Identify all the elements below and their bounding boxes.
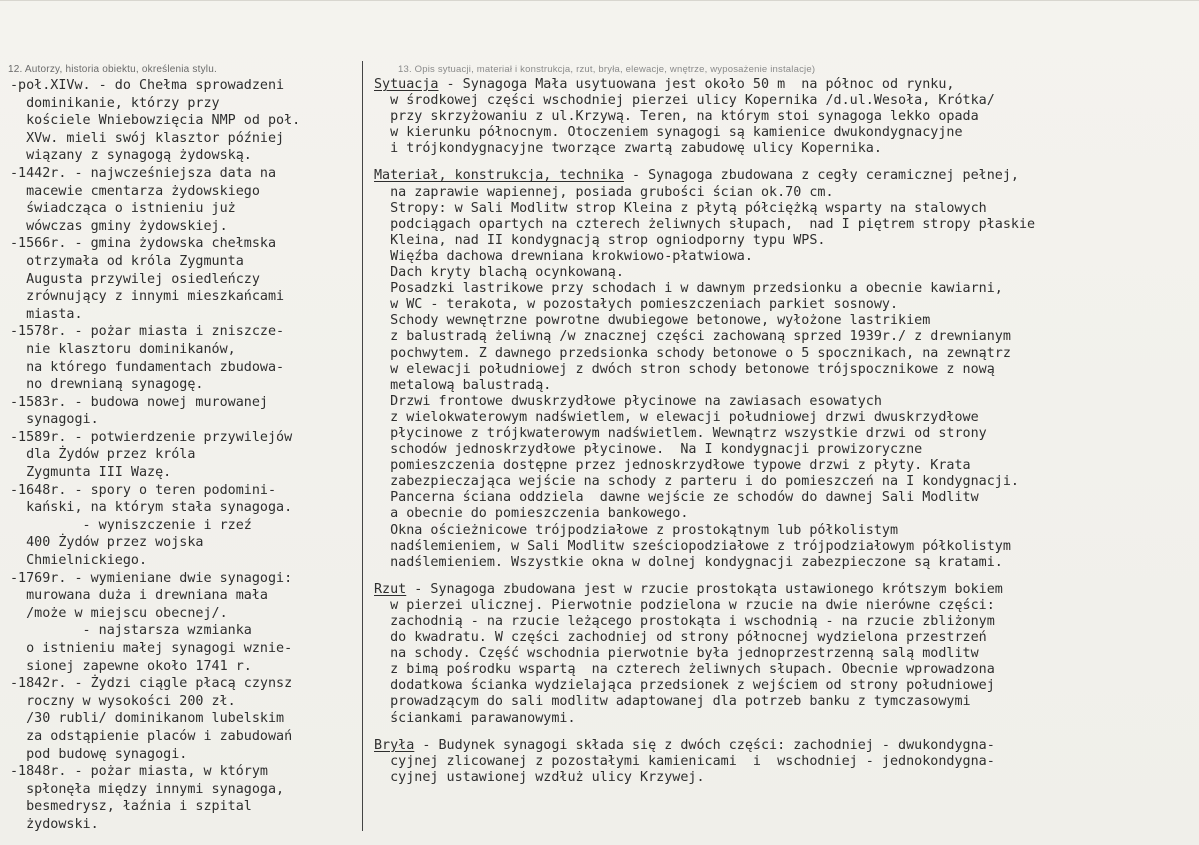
section-title: Materiał, konstrukcja, technika xyxy=(374,168,624,184)
section-line xyxy=(374,582,1035,598)
section-line: cyjnej ustawionej wzdłuż ulicy Krzywej. xyxy=(374,769,705,785)
section-bryła xyxy=(374,738,1035,786)
section-line: w WC - terakota, w pozostałych pomieszczeniach parkiet sosnowy. xyxy=(374,297,899,313)
history-line: Zygmunta III Wazę. xyxy=(10,465,172,481)
section-first-line: - Synagoga zbudowana jest w rzucie prostokąta ustawionego krótszym bokiem xyxy=(406,581,1003,597)
section-line: prowadzącym do sali modlitw adaptowanej dla potrzeb banku z tymczasowymi xyxy=(374,694,971,710)
section-line: na zaprawie wapiennej, posiada grubości ścian ok.70 cm. xyxy=(374,184,834,200)
history-line: miasta. xyxy=(10,306,83,322)
section-line xyxy=(374,168,1035,184)
section-line: pomieszczenia dostępne przez jednoskrzydłowe typowe drzwi z płyty. Krata xyxy=(374,458,971,474)
section-line: i trójkondygnacyjne tworzące zwartą zabudowę ulicy Kopernika. xyxy=(374,141,882,157)
history-line: XVw. mieli swój klasztor później xyxy=(10,130,285,146)
section-gap xyxy=(374,157,1035,168)
right-column-header: 13. Opis sytuacji, materiał i konstrukcja, rzut, bryła, elewacje, wnętrze, wyposażenie instalacje) xyxy=(398,64,816,75)
section-sytuacja xyxy=(374,77,1035,157)
section-line: w środkowej części wschodniej pierzei ulicy Kopernika /d.ul.Wesoła, Krótka/ xyxy=(374,93,995,109)
history-line: - wyniszczenie i rzeź xyxy=(10,517,252,533)
section-line: nadślemieniem. Wszystkie okna w dolnej kondygnacji zabezpieczone są kratami. xyxy=(374,554,1003,570)
history-line: no drewnianą synagogę. xyxy=(10,377,204,393)
section-line: do kwadratu. W części zachodniej od strony północnej wydzielona przestrzeń xyxy=(374,630,987,646)
history-line: roczny w wysokości 200 zł. xyxy=(10,693,236,709)
section-line: Schody wewnętrzne powrotne dwubiegowe betonowe, wyłożone lastrikiem xyxy=(374,313,931,329)
section-first-line: - Budynek synagogi składa się z dwóch części: zachodniej - dwukondygna- xyxy=(414,737,995,753)
history-line: dla Żydów przez króla xyxy=(10,447,196,463)
history-line: -1583r. - budowa nowej murowanej xyxy=(10,394,268,410)
section-line: metalową balustradą. xyxy=(374,377,552,393)
history-line: 400 Żydów przez wojska xyxy=(10,535,204,551)
section-first-line: - Synagoga zbudowana z cegły ceramicznej pełnej, xyxy=(623,168,1019,184)
column-divider xyxy=(362,61,363,831)
history-line: nie klasztoru dominikanów, xyxy=(10,341,236,357)
history-line: -1578r. - pożar miasta i zniszcze- xyxy=(10,324,285,340)
history-line: na którego fundamentach zbudowa- xyxy=(10,359,285,375)
section-title: Bryła xyxy=(374,737,415,753)
history-line: o istnieniu małej synagogi wznie- xyxy=(10,641,293,656)
history-line: -1566r. - gmina żydowska chełmska xyxy=(10,236,277,252)
section-line: cyjnej zlicowanej z pozostałymi kamienicami i wschodniej - jednokondygna- xyxy=(374,753,995,769)
section-line: płycinowe z trójkwaterowym nadświetlem. Wewnątrz wszystkie drzwi od strony xyxy=(374,425,987,441)
section-line: dodatkowa ścianka wydzielająca przedsionek z wejściem od strony południowej xyxy=(374,678,995,694)
section-gap xyxy=(374,571,1035,582)
section-line xyxy=(374,738,1035,754)
history-line: -poł.XIVw. - do Chełma sprowadzeni xyxy=(10,78,285,93)
history-line: -1848r. - pożar miasta, w którym xyxy=(10,764,268,780)
section-line: w elewacji południowej z dwóch stron schody betonowe trójspocznikowe z nową xyxy=(374,361,995,377)
history-line: murowana duża i drewniana mała xyxy=(10,588,268,604)
history-line: otrzymała od króla Zygmunta xyxy=(10,253,244,269)
section-line: zabezpieczająca wejście na schody z parteru i do pomieszczeń na I kondygnacji. xyxy=(374,474,1019,490)
section-title: Rzut xyxy=(374,581,407,597)
history-line: /może w miejscu obecnej/. xyxy=(10,605,228,621)
history-line: kościele Wniebowzięcia NMP od poł. xyxy=(10,113,301,129)
section-line: w kierunku północnym. Otoczeniem synagogi są kamienice dwukondygnacyjne xyxy=(374,125,963,141)
history-line: besmedrysz, łaźnia i szpital xyxy=(10,799,252,815)
history-line: żydowski. xyxy=(10,816,99,832)
section-line: Drzwi frontowe dwuskrzydłowe płycinowe na zawiasach esowatych xyxy=(374,393,882,409)
history-line: -1769r. - wymieniane dwie synagogi: xyxy=(10,570,293,586)
history-line: Augusta przywilej osiedleńczy xyxy=(10,271,260,287)
section-line: z bimą pośrodku wspartą na czterech żeliwnych słupach. Obecnie wprowadzona xyxy=(374,662,995,678)
history-line: - najstarsza wzmianka xyxy=(10,623,252,639)
section-line: na schody. Część wschodnia pierwotnie była jednoprzestrzenną salą modlitw xyxy=(374,646,979,662)
section-line: Okna ościeżnicowe trójpodziałowe z prostokątnym lub półkolistym xyxy=(374,522,899,538)
section-line: pochwytem. Z dawnego przedsionka schody betonowe o 5 spocznikach, na zewnątrz xyxy=(374,345,1011,361)
history-text xyxy=(10,77,300,834)
section-line: z balustradą żeliwną /w znacznej części zachowaną sprzed 1939r./ z drewnianym xyxy=(374,329,1011,345)
section-line: Pancerna ściana oddziela dawne wejście ze schodów do dawnej Sali Modlitw xyxy=(374,490,979,506)
history-line: spłonęła między innymi synagoga, xyxy=(10,781,285,797)
section-line: Kleina, nad II kondygnacją strop ogniodporny typu WPS. xyxy=(374,232,826,248)
section-first-line: - Synagoga Mała usytuowana jest około 50 m na północ od rynku, xyxy=(438,77,955,92)
history-line: świadcząca o istnieniu już xyxy=(10,201,236,217)
history-line: -1442r. - najwcześniejsza data na xyxy=(10,165,277,181)
section-line xyxy=(374,77,1035,93)
history-line: -1648r. - spory o teren podomini- xyxy=(10,482,277,498)
history-line: /30 rubli/ dominikanom lubelskim xyxy=(10,711,285,727)
section-line: a obecnie do pomieszczenia bankowego. xyxy=(374,506,689,522)
history-line: -1842r. - Żydzi ciągle płacą czynsz xyxy=(10,676,293,692)
history-line: Chmielnickiego. xyxy=(10,553,148,569)
history-line: wiązany z synagogą żydowską. xyxy=(10,148,252,164)
section-line: przy skrzyżowaniu z ul.Krzywą. Teren, na którym stoi synagoga lekko opada xyxy=(374,109,979,125)
section-line: nadślemieniem, w Sali Modlitw sześciopodziałowe z trójpodziałowym półkolistym xyxy=(374,538,1011,554)
history-line: kański, na którym stała synagoga. xyxy=(10,500,293,516)
section-title: Sytuacja xyxy=(374,77,439,92)
section-line: Posadzki lastrikowe przy schodach i w dawnym przedsionku a obecnie kawiarni, xyxy=(374,281,1003,297)
section-gap xyxy=(374,727,1035,738)
section-line: zachodnią - na rzucie leżącego prostokąta i wschodnią - na rzucie zbliżonym xyxy=(374,614,995,629)
history-line: za odstąpienie placów i zabudowań xyxy=(10,728,293,744)
history-line: zrównujący z innymi mieszkańcami xyxy=(10,289,285,305)
history-line: dominikanie, którzy przy xyxy=(10,95,220,111)
section-materiał xyxy=(374,168,1035,570)
section-rzut xyxy=(374,582,1035,727)
section-line: podciągach opartych na czterech żeliwnych słupach, nad I piętrem stropy płaskie xyxy=(374,216,1036,232)
section-line: Stropy: w Sali Modlitw strop Kleina z płytą półciężką wsparty na stalowych xyxy=(374,200,987,216)
description-text xyxy=(374,77,1035,786)
section-line: z wielokwaterowym nadświetlem, w elewacji południowej drzwi dwuskrzydłowe xyxy=(374,409,979,425)
left-column-header: 12. Autorzy, historia obiektu, określenia stylu. xyxy=(8,64,217,75)
history-line: -1589r. - potwierdzenie przywilejów xyxy=(10,429,293,445)
section-line: w pierzei ulicznej. Pierwotnie podzielona w rzucie na dwie nierówne części: xyxy=(374,597,995,613)
section-line: schodów jednoskrzydłowe płycinowe. Na I kondygnacji prowizoryczne xyxy=(374,442,923,458)
history-line: synagogi. xyxy=(10,412,99,428)
section-line: ściankami parawanowymi. xyxy=(374,710,576,726)
history-line: macewie cmentarza żydowskiego xyxy=(10,183,260,199)
section-line: Więźba dachowa drewniana krokwiowo-płatwiowa. xyxy=(374,248,753,264)
history-line: pod budowę synagogi. xyxy=(10,746,188,762)
section-line: Dach kryty blachą ocynkowaną. xyxy=(374,265,624,281)
history-line: sionej zapewne około 1741 r. xyxy=(10,658,252,674)
history-line: wówczas gminy żydowskiej. xyxy=(10,218,228,234)
